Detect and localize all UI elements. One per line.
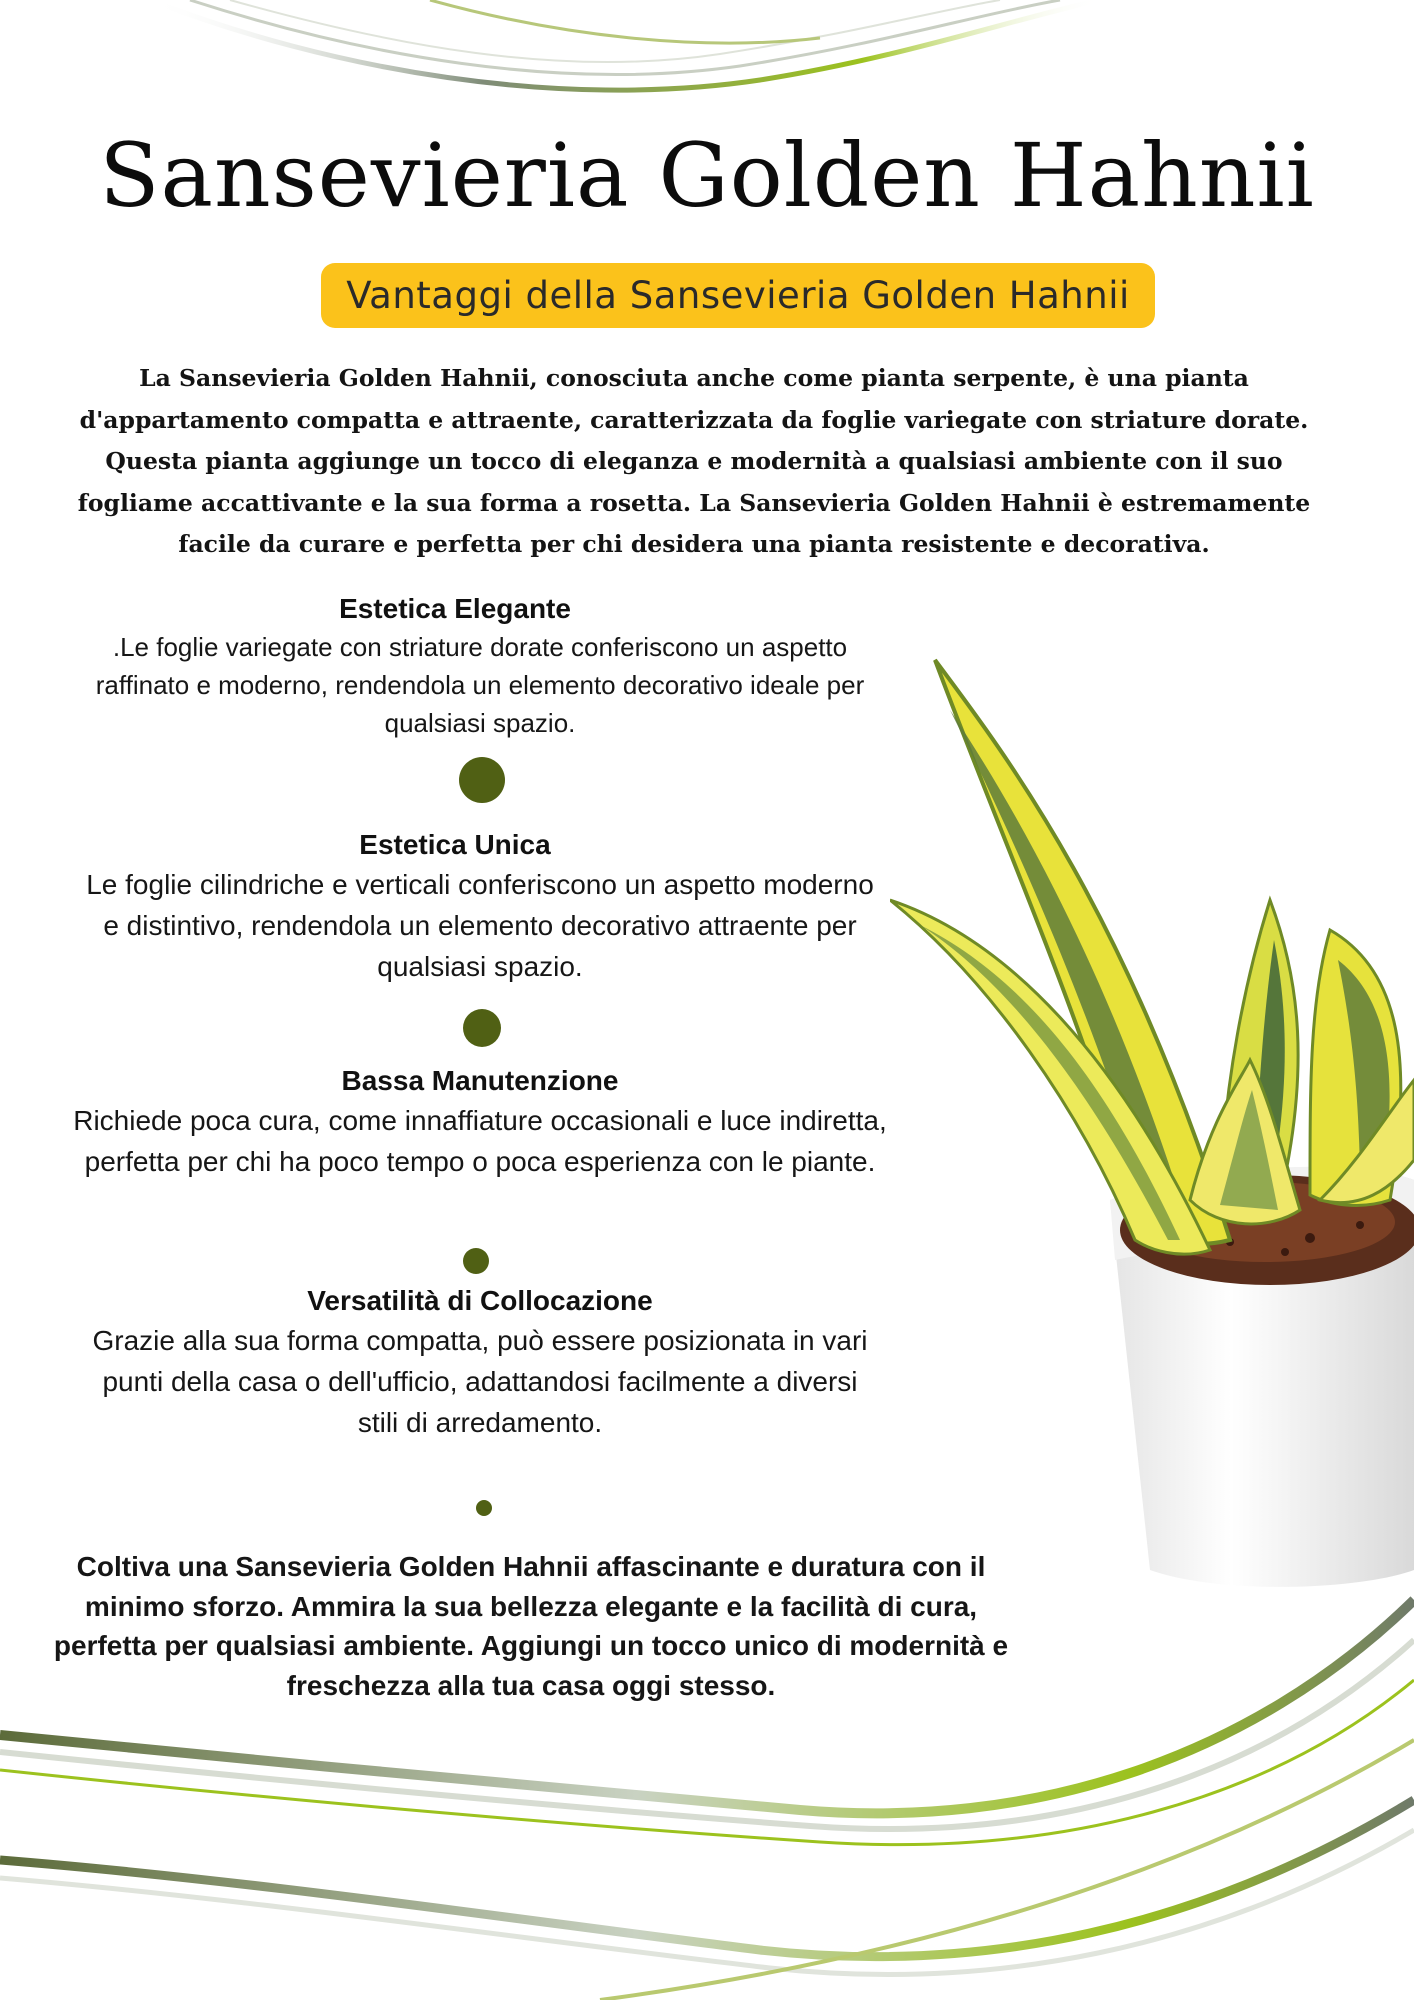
section-text: .Le foglie variegate con striature dorate conferiscono un aspetto raffinato e moderno, rendendola un elemento decorativo ideale per qualsiasi spazio. bbox=[95, 632, 865, 738]
subtitle-badge: Vantaggi della Sansevieria Golden Hahnii bbox=[321, 263, 1155, 328]
section-text: Le foglie cilindriche e verticali conferiscono un aspetto moderno e distintivo, rendendola un elemento decorativo attraente per qualsiasi spazio. bbox=[86, 869, 874, 982]
benefit-section-4 bbox=[60, 1282, 900, 1443]
benefit-section-1 bbox=[60, 590, 900, 742]
section-heading: Estetica Elegante bbox=[339, 593, 571, 624]
section-text: Richiede poca cura, come innaffiature occasionali e luce indiretta, perfetta per chi ha poco tempo o poca esperienza con le piante. bbox=[73, 1105, 887, 1177]
bullet-dot bbox=[463, 1009, 501, 1047]
section-heading: Estetica Unica bbox=[359, 829, 551, 860]
section-heading: Versatilità di Collocazione bbox=[307, 1285, 653, 1316]
bullet-dot bbox=[476, 1500, 492, 1516]
section-heading: Bassa Manutenzione bbox=[341, 1065, 619, 1096]
intro-paragraph: La Sansevieria Golden Hahnii, conosciuta anche come pianta serpente, è una pianta d'appartamento compatta e attraente, caratterizzata da foglie variegate con striature dorate. Questa pianta aggiunge un tocco di eleganza e modernità a qualsiasi ambiente con il suo fogliame accattivante e la sua forma a rosetta. La Sansevieria Golden Hahnii è estremamente facile da curare e perfetta per chi desidera una pianta resistente e decorativa. bbox=[77, 364, 1311, 558]
sansevieria-plant-image bbox=[890, 640, 1414, 1600]
benefit-section-3 bbox=[60, 1062, 900, 1182]
section-text: Grazie alla sua forma compatta, può essere posizionata in vari punti della casa o dell'ufficio, adattandosi facilmente a diversi stili di arredamento. bbox=[92, 1325, 868, 1438]
page-title: Sansevieria Golden Hahnii bbox=[99, 124, 1315, 227]
benefit-section-2 bbox=[60, 826, 900, 987]
bullet-dot bbox=[463, 1248, 489, 1274]
bullet-dot bbox=[459, 757, 505, 803]
closing-paragraph: Coltiva una Sansevieria Golden Hahnii affascinante e duratura con il minimo sforzo. Ammira la sua bellezza elegante e la facilità di cura, perfetta per qualsiasi ambiente. Aggiungi un tocco unico di modernità e freschezza alla tua casa oggi stesso. bbox=[53, 1551, 1009, 1701]
